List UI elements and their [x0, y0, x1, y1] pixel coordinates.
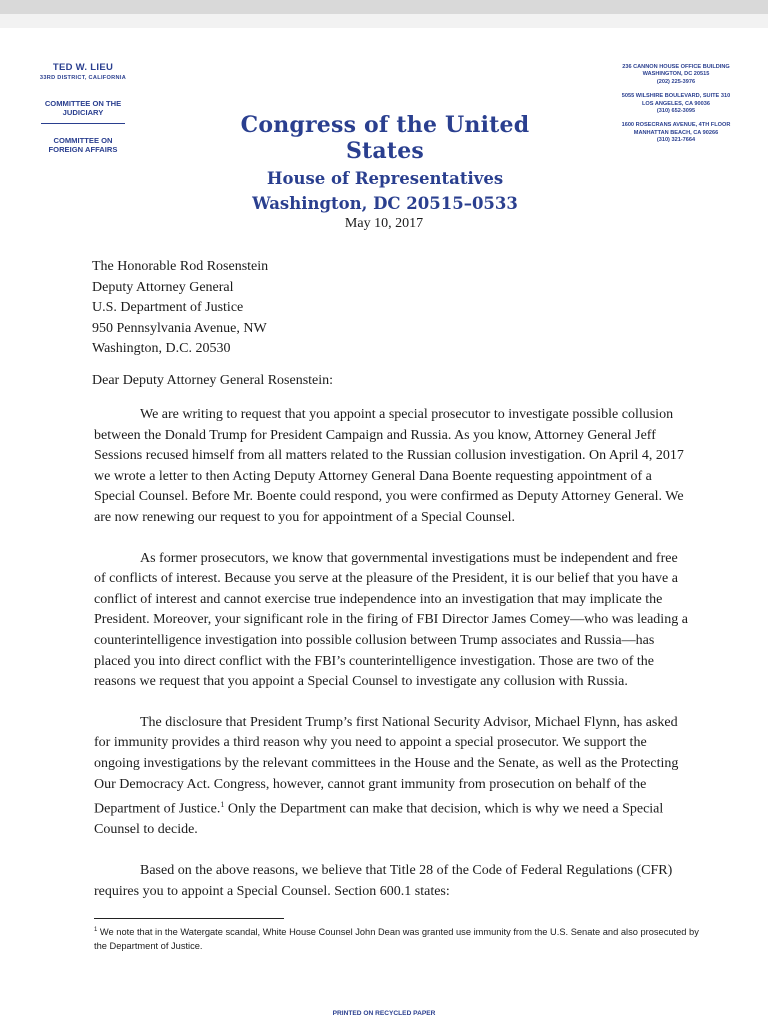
top-margin-band: [0, 0, 768, 14]
recipient-line: Washington, D.C. 20530: [92, 341, 231, 356]
letter-date: May 10, 2017: [344, 216, 424, 231]
footnote-divider: [94, 918, 284, 919]
committee-foreign-affairs: COMMITTEE ON FOREIGN AFFAIRS: [48, 136, 118, 154]
office-washington: 236 CANNON HOUSE OFFICE BUILDING WASHINGTON, DC 20515 (202) 225-3976: [622, 64, 730, 85]
letterhead-left-column: [24, 62, 142, 154]
masthead-house: House of Representatives: [266, 169, 504, 188]
office-manhattan-beach: 1600 ROSECRANS AVENUE, 4TH FLOOR MANHATTAN BEACH, CA 90266 (310) 321-7664: [621, 122, 731, 144]
committee-judiciary: COMMITTEE ON THE JUDICIARY: [44, 99, 122, 117]
body-paragraph: The disclosure that President Trump’s first National Security Advisor, Michael Flynn, has asked for immunity provides a third reason why you need to appoint a special prosecutor. We support the ongoing investigations by the relevant committees in the House and the Senate, as well as the Protecting Our Democracy Act. Congress, however, cannot grant immunity from prosecution on behalf of the Department of Justice.$^1$ Only the Department can make that decision, which is why we need a Special Counsel to decide.: [94, 714, 679, 838]
footnote-mark: 1: [94, 927, 98, 933]
recipient-line: U.S. Department of Justice: [92, 300, 244, 315]
footnote-reference: 1: [220, 800, 225, 810]
masthead-address: Washington, DC 20515–0533: [252, 194, 518, 213]
salutation: Dear Deputy Attorney General Rosenstein:: [92, 373, 334, 388]
body-paragraph: As former prosecutors, we know that governmental investigations must be independent and free of conflicts of interest. Because you serve at the pleasure of the President, it is our belief that you have a conflict of interest and cannot exercise true independence into an investigation that may implicate the President. Moreover, your significant role in the firing of FBI Director James Comey—who was leading a counterintelligence investigation into possible collusion between Trump associates and Russia—has placed you into direct conflict with the FBI’s counterintelligence investigation. Those are two of the reasons we request that you appoint a Special Counsel to investigate any collusion with Russia.: [94, 550, 688, 690]
letterhead-masthead: [200, 112, 570, 213]
masthead-congress: Congress of the United States: [240, 112, 530, 164]
printed-notice: PRINTED ON RECYCLED PAPER: [332, 1010, 436, 1017]
member-district: 33RD DISTRICT, CALIFORNIA: [39, 75, 127, 81]
letter-body: [94, 405, 692, 922]
letterhead-offices: [598, 64, 754, 152]
recipient-line: The Honorable Rod Rosenstein: [92, 259, 269, 274]
recipient-line: Deputy Attorney General: [92, 279, 234, 295]
footnote: $^1$ We note that in the Watergate scandal, White House Counsel John Dean was granted use immunity from the U.S. Senate and also prosecuted by the Department of Justice.: [94, 927, 699, 952]
top-margin-band-light: [0, 14, 768, 28]
body-paragraph: We are writing to request that you appoint a special prosecutor to investigate possible collusion between the Donald Trump for President Campaign and Russia. As you know, Attorney General Jeff Sessions recused himself from all matters related to the Russian collusion investigation. On April 4, 2017 we wrote a letter to then Acting Deputy Attorney General Dana Boente requesting appointment of a Special Counsel. Before Mr. Boente could respond, you were confirmed as Deputy Attorney General. We are now renewing our request to you for appointment of a Special Counsel.: [94, 407, 684, 525]
recipient-address: [92, 257, 268, 360]
member-name: TED W. LIEU: [52, 62, 114, 73]
office-los-angeles: 5055 WILSHIRE BOULEVARD, SUITE 310 LOS ANGELES, CA 90036 (310) 652-3095: [621, 93, 731, 115]
recipient-line: 950 Pennsylvania Avenue, NW: [92, 320, 267, 336]
body-paragraph: Based on the above reasons, we believe that Title 28 of the Code of Federal Regulations (CFR) requires you to appoint a Special Counsel. Section 600.1 states:: [94, 862, 673, 899]
